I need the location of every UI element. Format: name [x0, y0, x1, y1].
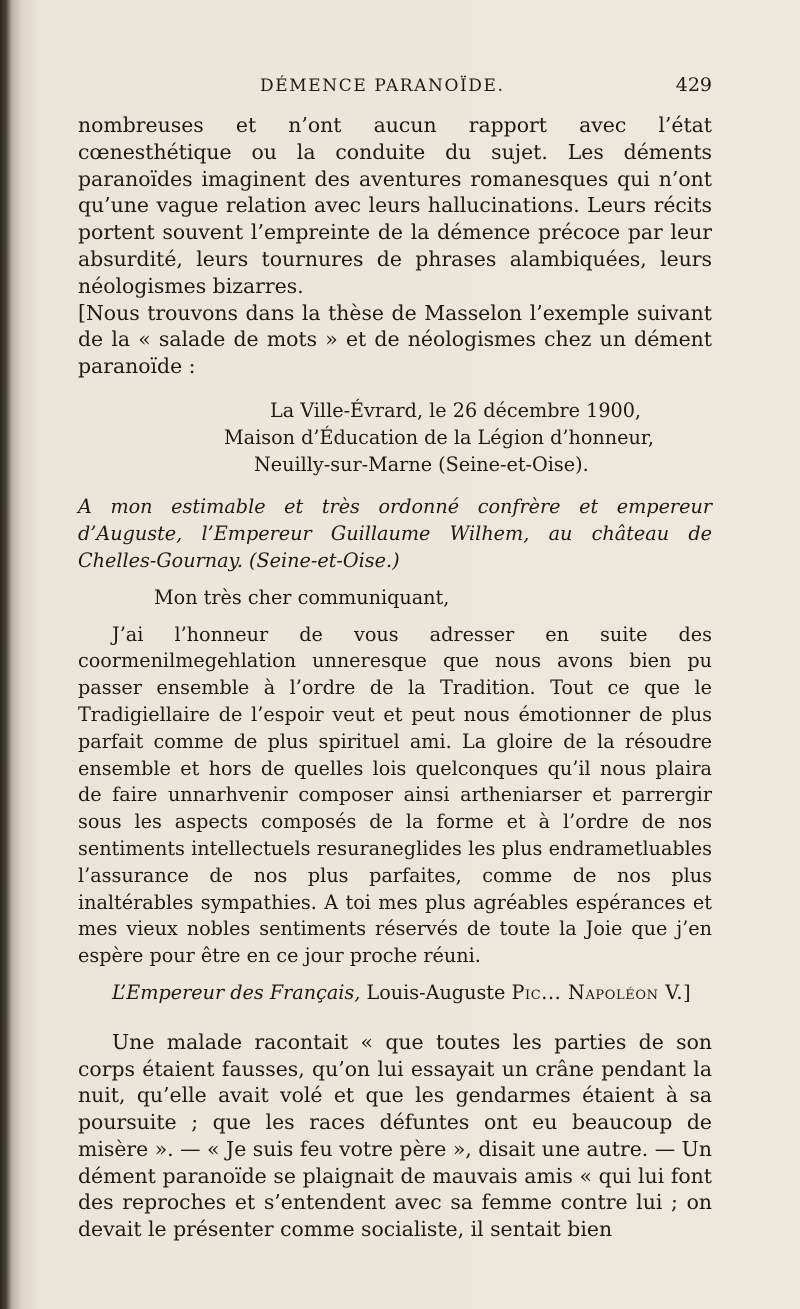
letter-dateline	[78, 398, 712, 478]
letter-signature	[78, 980, 712, 1007]
paragraph-1: nombreuses et n’ont aucun rapport avec l’état cœnesthétique ou la conduite du sujet. Les déments paranoïdes imaginent des aventures romanesques qui n’ont qu’une vague relation avec leurs hallucinations. Leurs récits portent souvent l’empreinte de la démence précoce par leur absurdité, leurs tournures de phrases alambiquées, leurs néologismes bizarres.	[78, 113, 712, 298]
quoted-letter	[78, 398, 712, 1007]
dateline-line-3: Neuilly-sur-Marne (Seine-et-Oise).	[254, 452, 589, 476]
letter-body	[78, 622, 712, 970]
letter-salutation: Mon très cher communiquant,	[154, 585, 450, 609]
signature-title: L’Empereur des Français,	[112, 980, 361, 1004]
letter-address: A mon estimable et très ordonné confrère et empereur d’Auguste, l’Empereur Guillaume Wilhem, au château de Chelles-Gournay. (Seine-et-Oise.)	[78, 495, 712, 572]
signature-small-caps: Pic... Napoléon V.]	[511, 980, 692, 1004]
paragraph-2: [Nous trouvons dans la thèse de Masselon l’exemple suivant de la « salade de mots » et de néologismes chez un dément paranoïde :	[78, 300, 712, 379]
running-title: DÉMENCE PARANOÏDE.	[260, 76, 505, 96]
signature-name: Louis-Auguste	[360, 980, 512, 1004]
dateline-line-1: La Ville-Évrard, le 26 décembre 1900,	[270, 398, 642, 422]
final-paragraph-block	[78, 1029, 712, 1243]
page-body	[78, 112, 712, 1243]
dateline-line-2: Maison d’Éducation de la Légion d’honneur,	[224, 425, 654, 449]
page-header	[78, 74, 712, 100]
letter-body-text: J’ai l’honneur de vous adresser en suite des coormenilmegehlation unneresque que nous avons bien pu passer ensemble à l’ordre de la Tradition. Tout ce que le Tradigiellaire de l’espoir veut et peut nous émotionner de plus parfait comme de plus spirituel ami. La gloire de la résoudre ensemble et hors de quelles lois quelconques qu’il nous plaira de faire unnarhvenir composer ainsi artheniarser et parrergir sous les aspects composés de la forme et à l’ordre de nos sentiments intellectuels resuraneglides les plus endrametluables l’assurance de nos plus parfaites, comme de nos plus inaltérables sympathies. A toi mes plus agréables espérances et mes vieux nobles sentiments réservés de toute la Joie que j’en espère pour être en ce jour proche réuni.	[78, 622, 712, 968]
page-number: 429	[675, 74, 712, 96]
final-paragraph: Une malade racontait « que toutes les parties de son corps étaient fausses, qu’on lui essayait un crâne pendant la nuit, qu’elle avait volé et que les gendarmes étaient à sa poursuite ; que les races défuntes ont eu beaucoup de misère ». — « Je suis feu votre père », disait une autre. — Un dément paranoïde se plaignait de mauvais amis « qui lui font des reproches et s’entendent avec sa femme contre lui ; on devait le présenter comme socialiste, il sentait bien	[78, 1029, 712, 1242]
